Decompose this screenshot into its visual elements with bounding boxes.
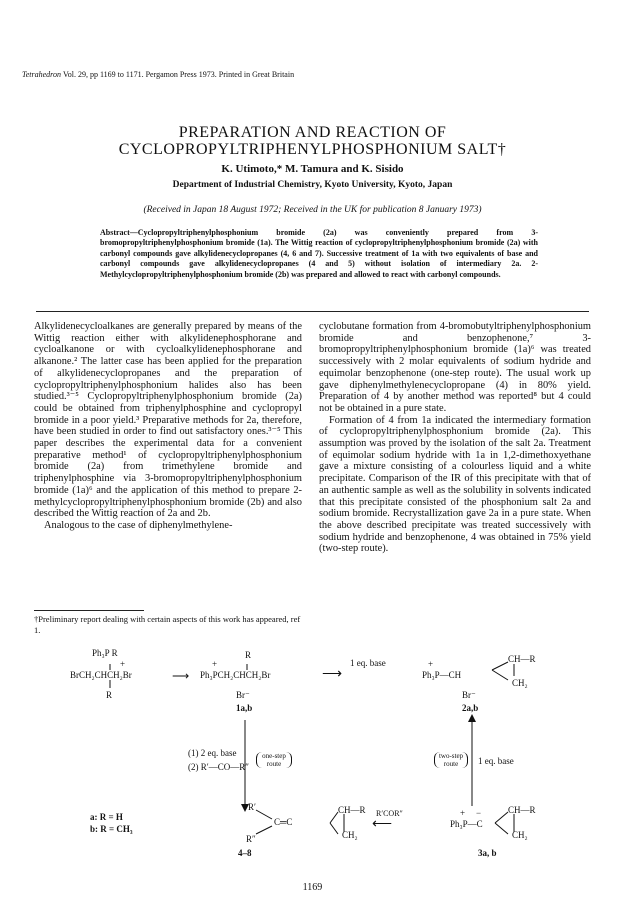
footnote-rule [34,610,144,611]
received-dates: (Received in Japan 18 August 1972; Received in the UK for publication 8 January 1973) [143,205,482,215]
s2-r: R [245,650,252,660]
footnote: †Preliminary report dealing with certain aspects of this work has appeared, ref 1. [34,614,301,635]
arrow-3: ⟵ [372,817,393,832]
authors: K. Utimoto,* M. Tamura and K. Sisido [221,163,404,175]
journal-name: Tetrahedron [22,70,61,79]
arrow-2: ⟶ [322,667,342,682]
reagent: R′COR″ [376,809,403,818]
cond-1: (1) 2 eq. base [188,748,237,758]
divider-rule [36,311,589,312]
body-paragraph: Alkylidenecycloalkanes are generally prepared by means of the Wittig reaction either with alkylidenephosphorane and cycloalkanone or with cycloalkylidenephosphorane and alkanone.² The latter case has been applied for the preparation of alkylidenecyclopropanes and the preparation of cyclopropyltriphenylphosphonium halides also has been studied.³⁻⁵ Cyclopropyltriphenylphosphonium bromide (2a) could be obtained from triphenylphosphine and cyclopropyl bromide in a poor yield.³ Preparative methods for 2a, therefore, have been studied in order to find out satisfactory ones.³⁻⁵ This paper describes the experimental data for a convenient preparative method¹ of cyclopropyltriphenylphosphonium bromide (2a) from trimethylene bromide and triphenylphosphine via 3-bromopropyltriphenylphosphonium bromide (1a)⁶ and the application of this method to prepare 2-methylcyclopropyltriphenylphosphonium bromide (2b) and also described the Wittig reaction of 2a and 2b. [34,321,302,520]
title-line-1: PREPARATION AND REACTION OF [178,124,447,141]
cond-2: (2) R′—CO—R″ [188,762,249,772]
prod-ring-bot: CH₂ [342,830,358,840]
page-number: 1169 [302,882,323,893]
affiliation: Department of Industrial Chemistry, Kyoto University, Kyoto, Japan [172,180,453,190]
prod-r2: R″ [246,834,256,844]
s1-main: BrCH₂CHCH₂Br [70,670,132,680]
left-column [34,321,302,532]
ylide-charge: + [460,808,466,818]
s2-br: Br⁻ [236,690,250,700]
s2-main: Ph₃PCH₂CHCH₂Br [200,670,271,680]
body-paragraph: Formation of 4 from 1a indicated the intermediary formation of cyclopropyltriphenylphosphonium bromide (2a). This assumption was proved by the isolation of the salt 2a. Treatment of equimolar sodium hydride with 1a in 1,2-dimethoxyethane gave a mixture consisting of a colourless liquid and a white precipitate. Comparison of the IR of this precipitate with that of an authentic sample as well as the solubility in solvents indicated that this precipitate consisted of the phosphonium salt 2a and sodium bromide. Recrystallization gave 2a in a pure state. When the above described precipitate was treated successively with sodium hydride and benzophenone, 4 was obtained in 75% yield (two-step route). [319,414,591,555]
s3-br: Br⁻ [462,690,476,700]
ylide-ring-bot: CH₂ [512,830,528,840]
title-line-2: CYCLOPROPYLTRIPHENYLPHOSPHONIUM SALT† [118,141,507,158]
s1-charge: + [120,659,126,669]
s3-label: 2a,b [462,703,479,713]
journal-citation: Vol. 29, pp 1169 to 1171. Pergamon Press 1973. Printed in Great Britain [62,70,295,79]
base-1: 1 eq. base [350,658,386,668]
s3-charge: + [428,659,434,669]
s3-ring-bot: CH₂ [512,678,528,688]
base-2: 1 eq. base [478,756,514,766]
prod-r1: R′ [248,802,256,812]
body-paragraph: Analogous to the case of diphenylmethylene- [44,519,233,531]
abstract: Abstract—Cyclopropyltriphenylphosphonium bromide (2a) was conveniently prepared from 3-bromopropyltriphenylphosphonium bromide (1a). The Wittig reaction of cyclopropyltriphenylphosphonium bromide (2a) with carbonyl compounds gave alkylidenecyclopropanes (4, 6 and 7). Successive treatment of 1a with two equivalents of base and carbonyl compounds gave alkylidenecyclopropanes (4 and 5) without isolation of intermediary 2a. 2-Methylcyclopropyltriphenylphosphonium bromide (2b) was prepared and allowed to react with carbonyl compounds. [100,228,538,279]
route-one-step: one-step route [256,752,292,768]
s1-top: Ph₃P R [92,648,118,658]
prod-label: 4–8 [238,848,252,858]
ylide-label: 3a, b [478,848,497,858]
ylide-minus: − [476,808,482,818]
ylide-ring-top: CH—R [508,805,536,815]
arrow-1: ⟶ [172,669,190,683]
prod-ring-top: CH—R [338,805,366,815]
s3-ring-top: CH—R [508,654,536,664]
right-column [319,321,591,555]
scheme-lines [60,648,580,858]
s2-label: 1a,b [236,703,253,713]
body-paragraph: cyclobutane formation from 4-bromobutyltriphenylphosphonium bromide and benzophenone,⁷ 3-bromopropyltriphenylphosphonium bromide (1a)⁶ was treated successively with 2 molar equivalents of sodium hydride and equimolar benzophenone (one-step route). The usual work up gave diphenylmethylenecyclopropane (4) in 80% yield. Preparation of 4 by another method was reported⁸ but 4 could not be obtained in a pure state. [319,321,591,414]
prod-main: C═C [274,817,293,827]
s2-charge: + [212,659,218,669]
s1-r: R [106,690,113,700]
def-a: a: R = H [90,812,123,822]
s3-main: Ph₃P—CH [422,670,462,680]
route-two-step: two-step route [434,752,468,768]
journal-header [22,70,294,79]
reaction-scheme [60,648,580,858]
ylide-main: Ph₃P—C [450,819,483,829]
def-b: b: R = CH₃ [90,824,133,834]
